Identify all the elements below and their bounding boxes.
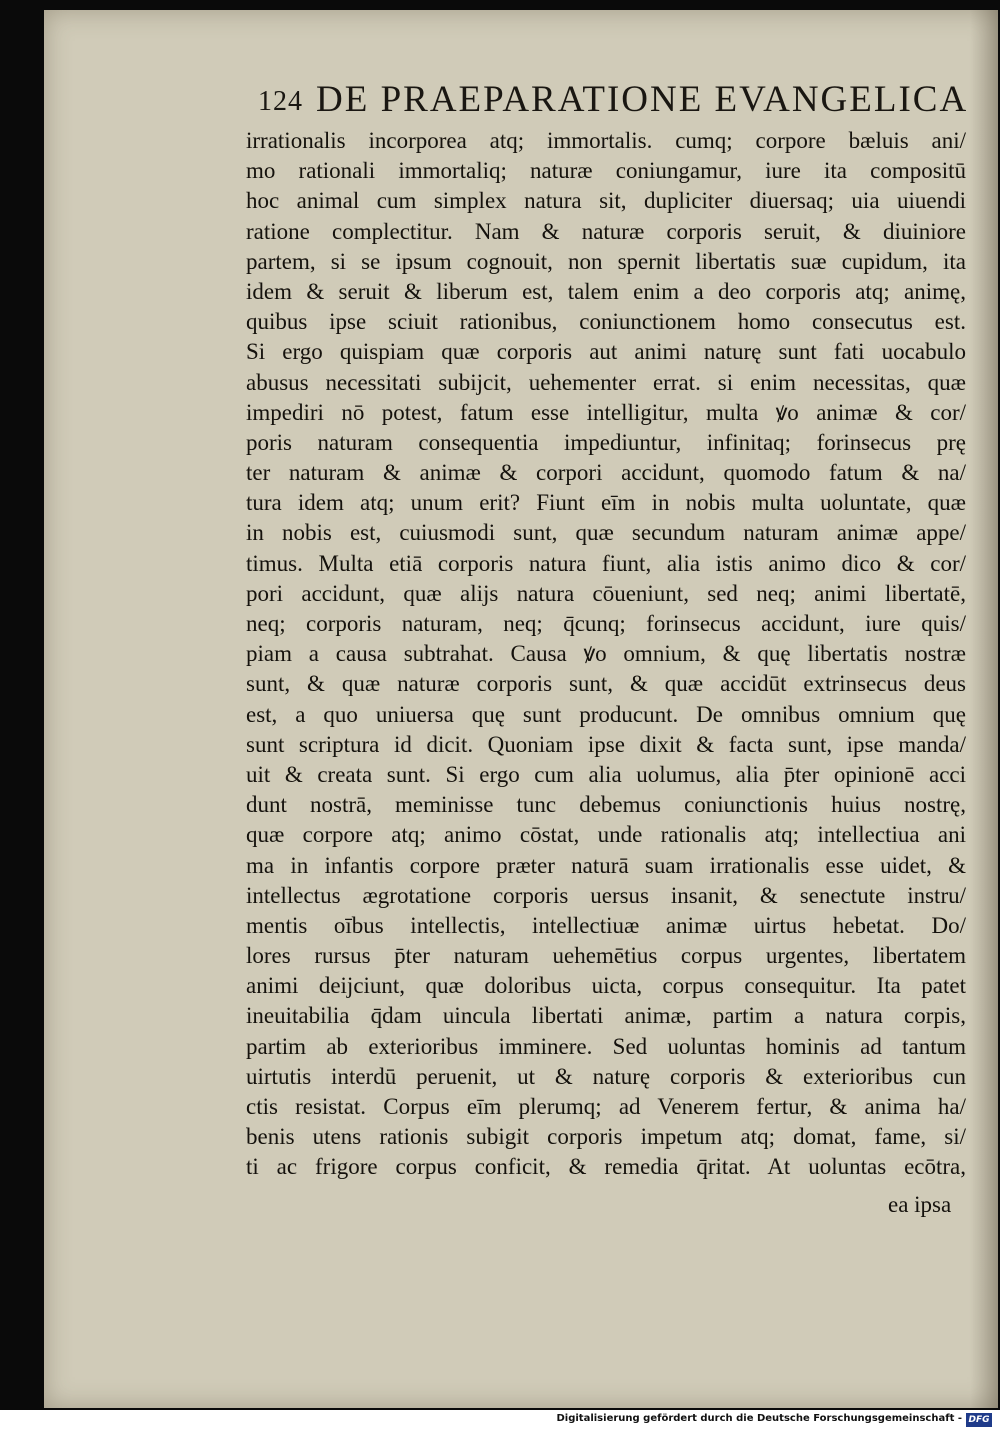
text-line: poris naturam consequentia impediuntur, infinitaq; forinsecus prę	[246, 429, 966, 455]
text-line: irrationalis incorporea atq; immortalis. cumq; corpore bæluis ani/	[246, 128, 966, 153]
main-text	[246, 126, 966, 1183]
text-line: timus. Multa etiā corporis natura fiunt, alia istis animo dico & cor/	[246, 550, 966, 576]
text-line: ineuitabilia q̄dam uincula libertati animæ, partim a natura corpis,	[246, 1003, 966, 1029]
text-line: intellectus ægrotatione corporis uersus insanit, & senectute instru/	[246, 882, 966, 908]
catchword: ea ipsa	[888, 1192, 952, 1217]
text-line: quibus ipse sciuit rationibus, coniunctionem homo consecutus est.	[246, 309, 966, 335]
text-line: ter naturam & animæ & corpori accidunt, quomodo fatum & na/	[246, 460, 966, 486]
text-line: partem, si se ipsum cognouit, non spernit libertatis suæ cupidum, ita	[246, 248, 966, 274]
page-number: 124	[258, 86, 303, 117]
text-line: uit & creata sunt. Si ergo cum alia uolumus, alia p̄ter opinionē acci	[246, 761, 966, 787]
text-line: idem & seruit & liberum est, talem enim a deo corporis atq; animę,	[246, 278, 966, 304]
text-line: piam a causa subtrahat. Causa ꝟo omnium, & quę libertatis nostræ	[246, 641, 966, 667]
text-line: uirtutis interdū peruenit, ut & naturę corporis & exterioribus cun	[246, 1063, 966, 1089]
text-line: in nobis est, cuiusmodi sunt, quæ secundum naturam animæ appe/	[246, 520, 966, 546]
text-line: neq; corporis naturam, neq; q̄cunq; forinsecus accidunt, iure quis/	[246, 611, 966, 636]
text-line: dunt nostrā, meminisse tunc debemus coniunctionis huius nostrę,	[246, 792, 966, 818]
text-line: ti ac frigore corpus conficit, & remedia q̄ritat. At uoluntas ecōtra,	[246, 1154, 966, 1180]
text-line: lores rursus p̄ter naturam uehemētius corpus urgentes, libertatem	[246, 943, 966, 969]
text-line: est, a quo uniuersa quę sunt producunt. De omnibus omnium quę	[246, 701, 966, 727]
text-line: hoc animal cum simplex natura sit, dupliciter diuersaq; uia uiuendi	[246, 188, 966, 214]
page-edge-shadow	[970, 10, 998, 1408]
text-line: ma in infantis corpore præter naturā suam irrationalis esse uidet, &	[246, 852, 966, 878]
running-title: DE PRAEPARATIONE EVANGELICA	[316, 79, 969, 120]
text-line: sunt scriptura id dicit. Quoniam ipse dixit & facta sunt, ipse manda/	[246, 731, 966, 757]
text-line: quæ corpore atq; animo cōstat, unde rationalis atq; intellectiua ani	[246, 822, 966, 848]
page-header	[258, 78, 969, 122]
text-line: Si ergo quispiam quæ corporis aut animi naturę sunt fati uocabulo	[246, 339, 966, 365]
text-line: impediri nō potest, fatum esse intelligitur, multa ꝟo animæ & cor/	[246, 399, 966, 425]
text-line: animi deijciunt, quæ doloribus uicta, corpus consequitur. Ita patet	[246, 973, 966, 999]
digitization-credit: Digitalisierung gefördert durch die Deutsche Forschungsgemeinschaft -	[556, 1413, 962, 1424]
text-line: mo rationali immortaliq; naturæ coniungamur, iure ita compositū	[246, 158, 966, 184]
text-line: ratione complectitur. Nam & naturæ corporis seruit, & diuiniore	[246, 218, 966, 244]
text-line: partim ab exterioribus imminere. Sed uoluntas hominis ad tantum	[246, 1033, 966, 1059]
text-line: ctis resistat. Corpus eīm plerumq; ad Venerem fertur, & anima ha/	[246, 1094, 966, 1119]
text-line: benis utens rationis subigit corporis impetum atq; domat, fame, si/	[246, 1124, 966, 1150]
text-line: tura idem atq; unum erit? Fiunt eīm in nobis multa uoluntate, quæ	[246, 490, 966, 516]
text-line: abusus necessitati subijcit, uehementer errat. si enim necessitas, quæ	[246, 369, 966, 395]
text-line: sunt, & quæ naturæ corporis sunt, & quæ accidūt extrinsecus deus	[246, 671, 966, 697]
dfg-logo: DFG	[966, 1413, 992, 1427]
text-line: mentis oībus intellectis, intellectiuæ animæ uirtus hebetat. Do/	[246, 912, 966, 938]
text-line: pori accidunt, quæ alijs natura cōueniunt, sed neq; animi libertatē,	[246, 580, 966, 606]
